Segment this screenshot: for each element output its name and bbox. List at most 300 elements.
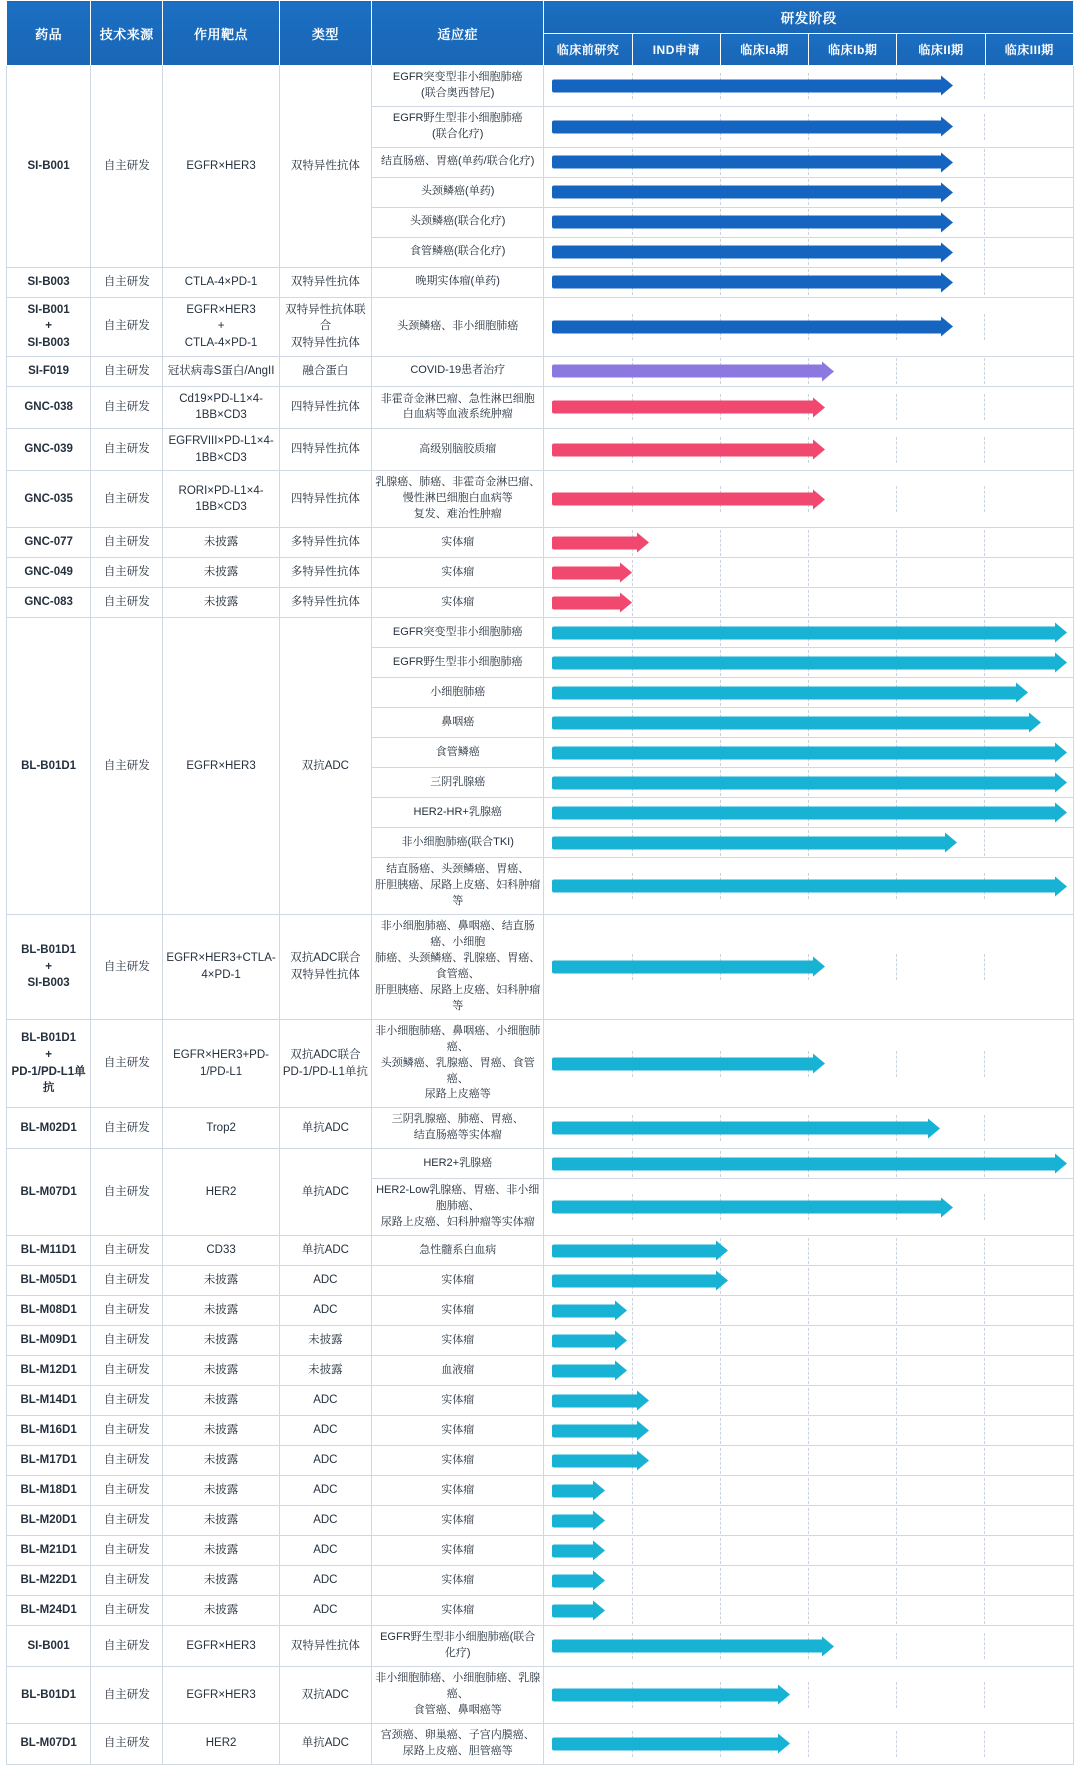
- cell-source: 自主研发: [91, 1236, 163, 1266]
- table-row: [7, 915, 1074, 1020]
- cell-type: ADC: [279, 1416, 371, 1446]
- cell-target: 未披露: [163, 1296, 279, 1326]
- progress-bar-arrow-icon: [778, 1734, 790, 1754]
- cell-target: Cd19×PD-L1×4-1BB×CD3: [163, 386, 279, 428]
- bar-track: [544, 800, 1073, 826]
- table-row: [7, 1108, 1074, 1149]
- stage-gridline: [896, 1568, 897, 1594]
- cell-progress-bar: [544, 1723, 1074, 1764]
- cell-drug: BL-M20D1: [7, 1506, 91, 1536]
- bar-track: [544, 650, 1073, 676]
- stage-gridline: [808, 560, 809, 586]
- progress-bar: [552, 1334, 627, 1347]
- cell-indication: 三阴乳腺癌: [371, 768, 543, 798]
- cell-indication: 实体瘤: [371, 558, 543, 588]
- bar-track: [544, 1598, 1073, 1624]
- progress-bar: [552, 1574, 605, 1587]
- progress-bar: [552, 1514, 605, 1527]
- cell-progress-bar: [544, 356, 1074, 386]
- progress-bar: [552, 1544, 605, 1557]
- table-row: [7, 528, 1074, 558]
- progress-bar-arrow-icon: [593, 1541, 605, 1561]
- progress-bar-arrow-icon: [637, 1391, 649, 1411]
- bar-track: [544, 1478, 1073, 1504]
- bar-track: [544, 239, 1073, 265]
- progress-bar-body: [552, 566, 620, 579]
- bar-track: [544, 620, 1073, 646]
- cell-indication: 非小细胞肺癌、鼻咽癌、结直肠癌、小细胞 肺癌、头颈鳞癌、乳腺癌、胃癌、食管癌、 肝胆胰癌、尿路上皮癌、妇科肿瘤等: [371, 915, 543, 1020]
- cell-type: ADC: [279, 1536, 371, 1566]
- bar-track: [544, 1115, 1073, 1141]
- stage-gridline: [896, 560, 897, 586]
- table-row: [7, 1446, 1074, 1476]
- cell-indication: 结直肠癌、头颈鳞癌、胃癌、 肝胆胰癌、尿路上皮癌、妇科肿瘤等: [371, 858, 543, 915]
- cell-source: 自主研发: [91, 1386, 163, 1416]
- stage-gridline: [896, 1448, 897, 1474]
- stage-gridline: [984, 1418, 985, 1444]
- bar-track: [544, 954, 1073, 980]
- stage-gridline: [984, 1268, 985, 1294]
- stage-gridline: [632, 1538, 633, 1564]
- stage-gridline: [808, 1358, 809, 1384]
- cell-source: 自主研发: [91, 915, 163, 1020]
- stage-gridline: [984, 149, 985, 175]
- progress-bar-body: [552, 120, 941, 133]
- progress-bar-body: [552, 1244, 717, 1257]
- cell-type: 单抗ADC: [279, 1723, 371, 1764]
- table-row: [7, 66, 1074, 107]
- cell-progress-bar: [544, 1416, 1074, 1446]
- cell-target: RORI×PD-L1×4-1BB×CD3: [163, 471, 279, 528]
- cell-indication: 食管鳞癌(联合化疗): [371, 237, 543, 267]
- cell-progress-bar: [544, 738, 1074, 768]
- cell-source: 自主研发: [91, 1446, 163, 1476]
- progress-bar: [552, 806, 1067, 819]
- progress-bar-arrow-icon: [941, 76, 953, 96]
- progress-bar-arrow-icon: [1055, 1154, 1067, 1174]
- progress-bar: [552, 536, 649, 549]
- cell-drug: SI-B001 + SI-B003: [7, 297, 91, 356]
- bar-track: [544, 179, 1073, 205]
- cell-target: 未披露: [163, 1266, 279, 1296]
- stage-gridline: [984, 1328, 985, 1354]
- cell-indication: EGFR突变型非小细胞肺癌: [371, 618, 543, 648]
- progress-bar: [552, 246, 952, 259]
- cell-drug: GNC-049: [7, 558, 91, 588]
- cell-drug: GNC-077: [7, 528, 91, 558]
- progress-bar-body: [552, 1544, 594, 1557]
- bar-track: [544, 358, 1073, 384]
- progress-bar: [552, 493, 825, 506]
- stage-gridline: [720, 1448, 721, 1474]
- stage-gridline: [720, 1388, 721, 1414]
- bar-track: [544, 149, 1073, 175]
- bar-track: [544, 680, 1073, 706]
- cell-target: 未披露: [163, 1326, 279, 1356]
- stage-gridline: [808, 1238, 809, 1264]
- stage-gridline: [984, 530, 985, 556]
- bar-track: [544, 740, 1073, 766]
- progress-bar-body: [552, 276, 941, 289]
- col-header-type: 类型: [279, 1, 371, 66]
- cell-indication: 小细胞肺癌: [371, 678, 543, 708]
- stage-gridline: [632, 590, 633, 616]
- cell-indication: 实体瘤: [371, 1416, 543, 1446]
- progress-bar-body: [552, 1057, 814, 1070]
- progress-bar-arrow-icon: [813, 489, 825, 509]
- stage-gridline: [808, 590, 809, 616]
- stage-gridline: [896, 590, 897, 616]
- stage-gridline: [984, 179, 985, 205]
- stage-gridline: [984, 1731, 985, 1757]
- bar-track: [544, 873, 1073, 899]
- stage-gridline: [896, 1633, 897, 1659]
- stage-gridline: [720, 530, 721, 556]
- cell-source: 自主研发: [91, 66, 163, 268]
- progress-bar-arrow-icon: [813, 440, 825, 460]
- cell-type: 未披露: [279, 1326, 371, 1356]
- table-row: [7, 1596, 1074, 1626]
- cell-indication: HER2-Low乳腺癌、胃癌、非小细胞肺癌、 尿路上皮癌、妇科肿瘤等实体瘤: [371, 1179, 543, 1236]
- cell-progress-bar: [544, 1266, 1074, 1296]
- cell-drug: BL-M22D1: [7, 1566, 91, 1596]
- progress-bar-arrow-icon: [941, 1197, 953, 1217]
- progress-bar-body: [552, 216, 941, 229]
- cell-drug: BL-B01D1: [7, 618, 91, 915]
- progress-bar-arrow-icon: [941, 152, 953, 172]
- cell-progress-bar: [544, 1446, 1074, 1476]
- col-header-stage-2: 临床Ia期: [720, 34, 808, 66]
- progress-bar-arrow-icon: [1055, 653, 1067, 673]
- cell-drug: BL-M24D1: [7, 1596, 91, 1626]
- progress-bar-body: [552, 1424, 638, 1437]
- progress-bar: [552, 1244, 728, 1257]
- cell-target: EGFRVIII×PD-L1×4-1BB×CD3: [163, 429, 279, 471]
- cell-source: 自主研发: [91, 1326, 163, 1356]
- cell-type: ADC: [279, 1596, 371, 1626]
- cell-type: 融合蛋白: [279, 356, 371, 386]
- cell-source: 自主研发: [91, 1476, 163, 1506]
- cell-indication: 头颈鳞癌(单药): [371, 177, 543, 207]
- table-header: [7, 1, 1074, 66]
- cell-type: ADC: [279, 1386, 371, 1416]
- progress-bar: [552, 1688, 790, 1701]
- progress-bar-arrow-icon: [637, 1451, 649, 1471]
- cell-progress-bar: [544, 1506, 1074, 1536]
- cell-target: EGFR×HER3 + CTLA-4×PD-1: [163, 297, 279, 356]
- cell-drug: SI-F019: [7, 356, 91, 386]
- cell-indication: 实体瘤: [371, 1296, 543, 1326]
- col-header-target: 作用靶点: [163, 1, 279, 66]
- col-header-stage-4: 临床II期: [897, 34, 985, 66]
- progress-bar: [552, 566, 631, 579]
- cell-source: 自主研发: [91, 1019, 163, 1108]
- cell-target: EGFR×HER3: [163, 66, 279, 268]
- progress-bar: [552, 1640, 834, 1653]
- cell-indication: 实体瘤: [371, 588, 543, 618]
- col-header-stage-1: IND申请: [632, 34, 720, 66]
- progress-bar: [552, 960, 825, 973]
- cell-progress-bar: [544, 558, 1074, 588]
- bar-track: [544, 1388, 1073, 1414]
- progress-bar-body: [552, 656, 1056, 669]
- cell-indication: 实体瘤: [371, 1476, 543, 1506]
- stage-gridline: [984, 394, 985, 420]
- progress-bar-body: [552, 365, 823, 378]
- bar-track: [544, 1731, 1073, 1757]
- bar-track: [544, 314, 1073, 340]
- cell-drug: BL-M21D1: [7, 1536, 91, 1566]
- stage-gridline: [720, 1358, 721, 1384]
- cell-indication: 急性髓系白血病: [371, 1236, 543, 1266]
- cell-target: 未披露: [163, 558, 279, 588]
- progress-bar: [552, 1737, 790, 1750]
- cell-progress-bar: [544, 207, 1074, 237]
- cell-type: 双特异性抗体: [279, 267, 371, 297]
- progress-bar-body: [552, 536, 638, 549]
- progress-bar-arrow-icon: [822, 1636, 834, 1656]
- cell-target: 未披露: [163, 1596, 279, 1626]
- stage-gridline: [896, 1478, 897, 1504]
- cell-target: EGFR×HER3+CTLA-4×PD-1: [163, 915, 279, 1020]
- cell-drug: BL-M11D1: [7, 1236, 91, 1266]
- stage-gridline: [984, 73, 985, 99]
- bar-track: [544, 1151, 1073, 1177]
- stage-gridline: [984, 590, 985, 616]
- table-row: [7, 618, 1074, 648]
- cell-source: 自主研发: [91, 1666, 163, 1723]
- cell-drug: SI-B001: [7, 1626, 91, 1667]
- cell-target: 未披露: [163, 1566, 279, 1596]
- stage-gridline: [984, 314, 985, 340]
- cell-indication: 食管鳞癌: [371, 738, 543, 768]
- stage-gridline: [896, 358, 897, 384]
- cell-source: 自主研发: [91, 588, 163, 618]
- cell-target: 未披露: [163, 588, 279, 618]
- table-row: [7, 1626, 1074, 1667]
- progress-bar-arrow-icon: [620, 563, 632, 583]
- stage-gridline: [984, 1115, 985, 1141]
- progress-bar: [552, 1364, 627, 1377]
- cell-progress-bar: [544, 528, 1074, 558]
- col-header-source: 技术来源: [91, 1, 163, 66]
- cell-indication: 宫颈癌、卵巢癌、子宫内膜癌、 尿路上皮癌、胆管癌等: [371, 1723, 543, 1764]
- cell-indication: 晚期实体瘤(单药): [371, 267, 543, 297]
- cell-progress-bar: [544, 618, 1074, 648]
- progress-bar-arrow-icon: [1029, 713, 1041, 733]
- cell-progress-bar: [544, 177, 1074, 207]
- cell-type: 双抗ADC联合 双特异性抗体: [279, 915, 371, 1020]
- progress-bar-arrow-icon: [716, 1271, 728, 1291]
- stage-gridline: [984, 1238, 985, 1264]
- cell-type: 双特异性抗体: [279, 1626, 371, 1667]
- progress-bar-arrow-icon: [813, 957, 825, 977]
- progress-bar-arrow-icon: [620, 593, 632, 613]
- table-row: [7, 1236, 1074, 1266]
- cell-progress-bar: [544, 858, 1074, 915]
- progress-bar: [552, 656, 1067, 669]
- stage-gridline: [632, 1508, 633, 1534]
- col-header-stage-group: 研发阶段: [544, 1, 1074, 34]
- cell-drug: BL-M09D1: [7, 1326, 91, 1356]
- progress-bar-body: [552, 746, 1056, 759]
- progress-bar-arrow-icon: [615, 1301, 627, 1321]
- cell-source: 自主研发: [91, 1596, 163, 1626]
- cell-progress-bar: [544, 66, 1074, 107]
- progress-bar-arrow-icon: [778, 1685, 790, 1705]
- cell-progress-bar: [544, 1536, 1074, 1566]
- cell-source: 自主研发: [91, 1108, 163, 1149]
- stage-gridline: [984, 954, 985, 980]
- cell-indication: 头颈鳞癌、非小细胞肺癌: [371, 297, 543, 356]
- progress-bar-arrow-icon: [593, 1571, 605, 1591]
- cell-progress-bar: [544, 1108, 1074, 1149]
- cell-drug: SI-B003: [7, 267, 91, 297]
- cell-progress-bar: [544, 648, 1074, 678]
- cell-progress-bar: [544, 768, 1074, 798]
- progress-bar-arrow-icon: [813, 397, 825, 417]
- cell-progress-bar: [544, 588, 1074, 618]
- cell-indication: 三阴乳腺癌、肺癌、胃癌、 结直肠癌等实体瘤: [371, 1108, 543, 1149]
- cell-progress-bar: [544, 386, 1074, 428]
- cell-target: EGFR×HER3: [163, 618, 279, 915]
- progress-bar: [552, 1157, 1067, 1170]
- table-row: [7, 1019, 1074, 1108]
- cell-type: 双抗ADC: [279, 618, 371, 915]
- cell-drug: BL-M12D1: [7, 1356, 91, 1386]
- cell-indication: 非小细胞肺癌、小细胞肺癌、乳腺癌、 食管癌、鼻咽癌等: [371, 1666, 543, 1723]
- progress-bar-body: [552, 1201, 941, 1214]
- cell-progress-bar: [544, 1386, 1074, 1416]
- progress-bar-arrow-icon: [941, 242, 953, 262]
- progress-bar-body: [552, 626, 1056, 639]
- cell-progress-bar: [544, 147, 1074, 177]
- stage-gridline: [808, 1418, 809, 1444]
- bar-track: [544, 437, 1073, 463]
- stage-gridline: [896, 1238, 897, 1264]
- stage-gridline: [632, 1598, 633, 1624]
- bar-track: [544, 73, 1073, 99]
- col-header-stage-3: 临床Ib期: [809, 34, 897, 66]
- cell-indication: 实体瘤: [371, 1446, 543, 1476]
- progress-bar-body: [552, 1737, 779, 1750]
- bar-track: [544, 560, 1073, 586]
- progress-bar-body: [552, 401, 814, 414]
- stage-gridline: [984, 1358, 985, 1384]
- pipeline-table: [6, 0, 1074, 1765]
- cell-drug: BL-B01D1 + PD-1/PD-L1单抗: [7, 1019, 91, 1108]
- stage-gridline: [984, 1598, 985, 1624]
- table-row: [7, 386, 1074, 428]
- cell-indication: 乳腺癌、肺癌、非霍奇金淋巴瘤、 慢性淋巴细胞白血病等 复发、难治性肿瘤: [371, 471, 543, 528]
- bar-track: [544, 1358, 1073, 1384]
- table-row: [7, 1149, 1074, 1179]
- progress-bar-body: [552, 1364, 616, 1377]
- stage-gridline: [808, 1268, 809, 1294]
- stage-gridline: [896, 1418, 897, 1444]
- stage-gridline: [896, 486, 897, 512]
- progress-bar-body: [552, 320, 941, 333]
- cell-progress-bar: [544, 708, 1074, 738]
- stage-gridline: [808, 1448, 809, 1474]
- cell-type: 双抗ADC: [279, 1666, 371, 1723]
- progress-bar-arrow-icon: [941, 212, 953, 232]
- cell-type: ADC: [279, 1566, 371, 1596]
- cell-indication: 实体瘤: [371, 1326, 543, 1356]
- stage-gridline: [632, 1328, 633, 1354]
- progress-bar: [552, 596, 631, 609]
- stage-gridline: [984, 1682, 985, 1708]
- stage-gridline: [720, 1538, 721, 1564]
- cell-progress-bar: [544, 237, 1074, 267]
- stage-gridline: [808, 1731, 809, 1757]
- cell-type: 多特异性抗体: [279, 588, 371, 618]
- cell-type: 单抗ADC: [279, 1149, 371, 1236]
- cell-source: 自主研发: [91, 558, 163, 588]
- progress-bar: [552, 686, 1027, 699]
- cell-source: 自主研发: [91, 1536, 163, 1566]
- table-row: [7, 356, 1074, 386]
- table-row: [7, 1723, 1074, 1764]
- cell-source: 自主研发: [91, 386, 163, 428]
- bar-track: [544, 1568, 1073, 1594]
- table-row: [7, 1416, 1074, 1446]
- cell-target: CD33: [163, 1236, 279, 1266]
- cell-drug: BL-B01D1 + SI-B003: [7, 915, 91, 1020]
- cell-target: HER2: [163, 1149, 279, 1236]
- cell-type: 单抗ADC: [279, 1236, 371, 1266]
- stage-gridline: [984, 1051, 985, 1077]
- stage-gridline: [808, 530, 809, 556]
- progress-bar-body: [552, 596, 620, 609]
- progress-bar-arrow-icon: [941, 182, 953, 202]
- progress-bar-body: [552, 1304, 616, 1317]
- cell-indication: 实体瘤: [371, 1536, 543, 1566]
- progress-bar: [552, 79, 952, 92]
- cell-indication: EGFR野生型非小细胞肺癌: [371, 648, 543, 678]
- progress-bar-arrow-icon: [615, 1361, 627, 1381]
- cell-indication: 血液瘤: [371, 1356, 543, 1386]
- progress-bar-arrow-icon: [615, 1331, 627, 1351]
- bar-track: [544, 830, 1073, 856]
- stage-gridline: [896, 437, 897, 463]
- cell-target: 冠状病毒S蛋白/AngII: [163, 356, 279, 386]
- table-row: [7, 1666, 1074, 1723]
- progress-bar-arrow-icon: [941, 117, 953, 137]
- progress-bar-body: [552, 443, 814, 456]
- cell-drug: BL-M16D1: [7, 1416, 91, 1446]
- cell-source: 自主研发: [91, 429, 163, 471]
- col-header-drug: 药品: [7, 1, 91, 66]
- progress-bar: [552, 626, 1067, 639]
- bar-track: [544, 486, 1073, 512]
- stage-gridline: [984, 1508, 985, 1534]
- progress-bar-arrow-icon: [593, 1481, 605, 1501]
- progress-bar: [552, 776, 1067, 789]
- cell-source: 自主研发: [91, 1296, 163, 1326]
- cell-target: HER2: [163, 1723, 279, 1764]
- cell-source: 自主研发: [91, 1266, 163, 1296]
- cell-indication: 实体瘤: [371, 1266, 543, 1296]
- cell-indication: 高级别脑胶质瘤: [371, 429, 543, 471]
- cell-progress-bar: [544, 1596, 1074, 1626]
- cell-progress-bar: [544, 297, 1074, 356]
- stage-gridline: [896, 530, 897, 556]
- cell-progress-bar: [544, 1666, 1074, 1723]
- cell-progress-bar: [544, 1626, 1074, 1667]
- stage-gridline: [984, 830, 985, 856]
- progress-bar-body: [552, 806, 1056, 819]
